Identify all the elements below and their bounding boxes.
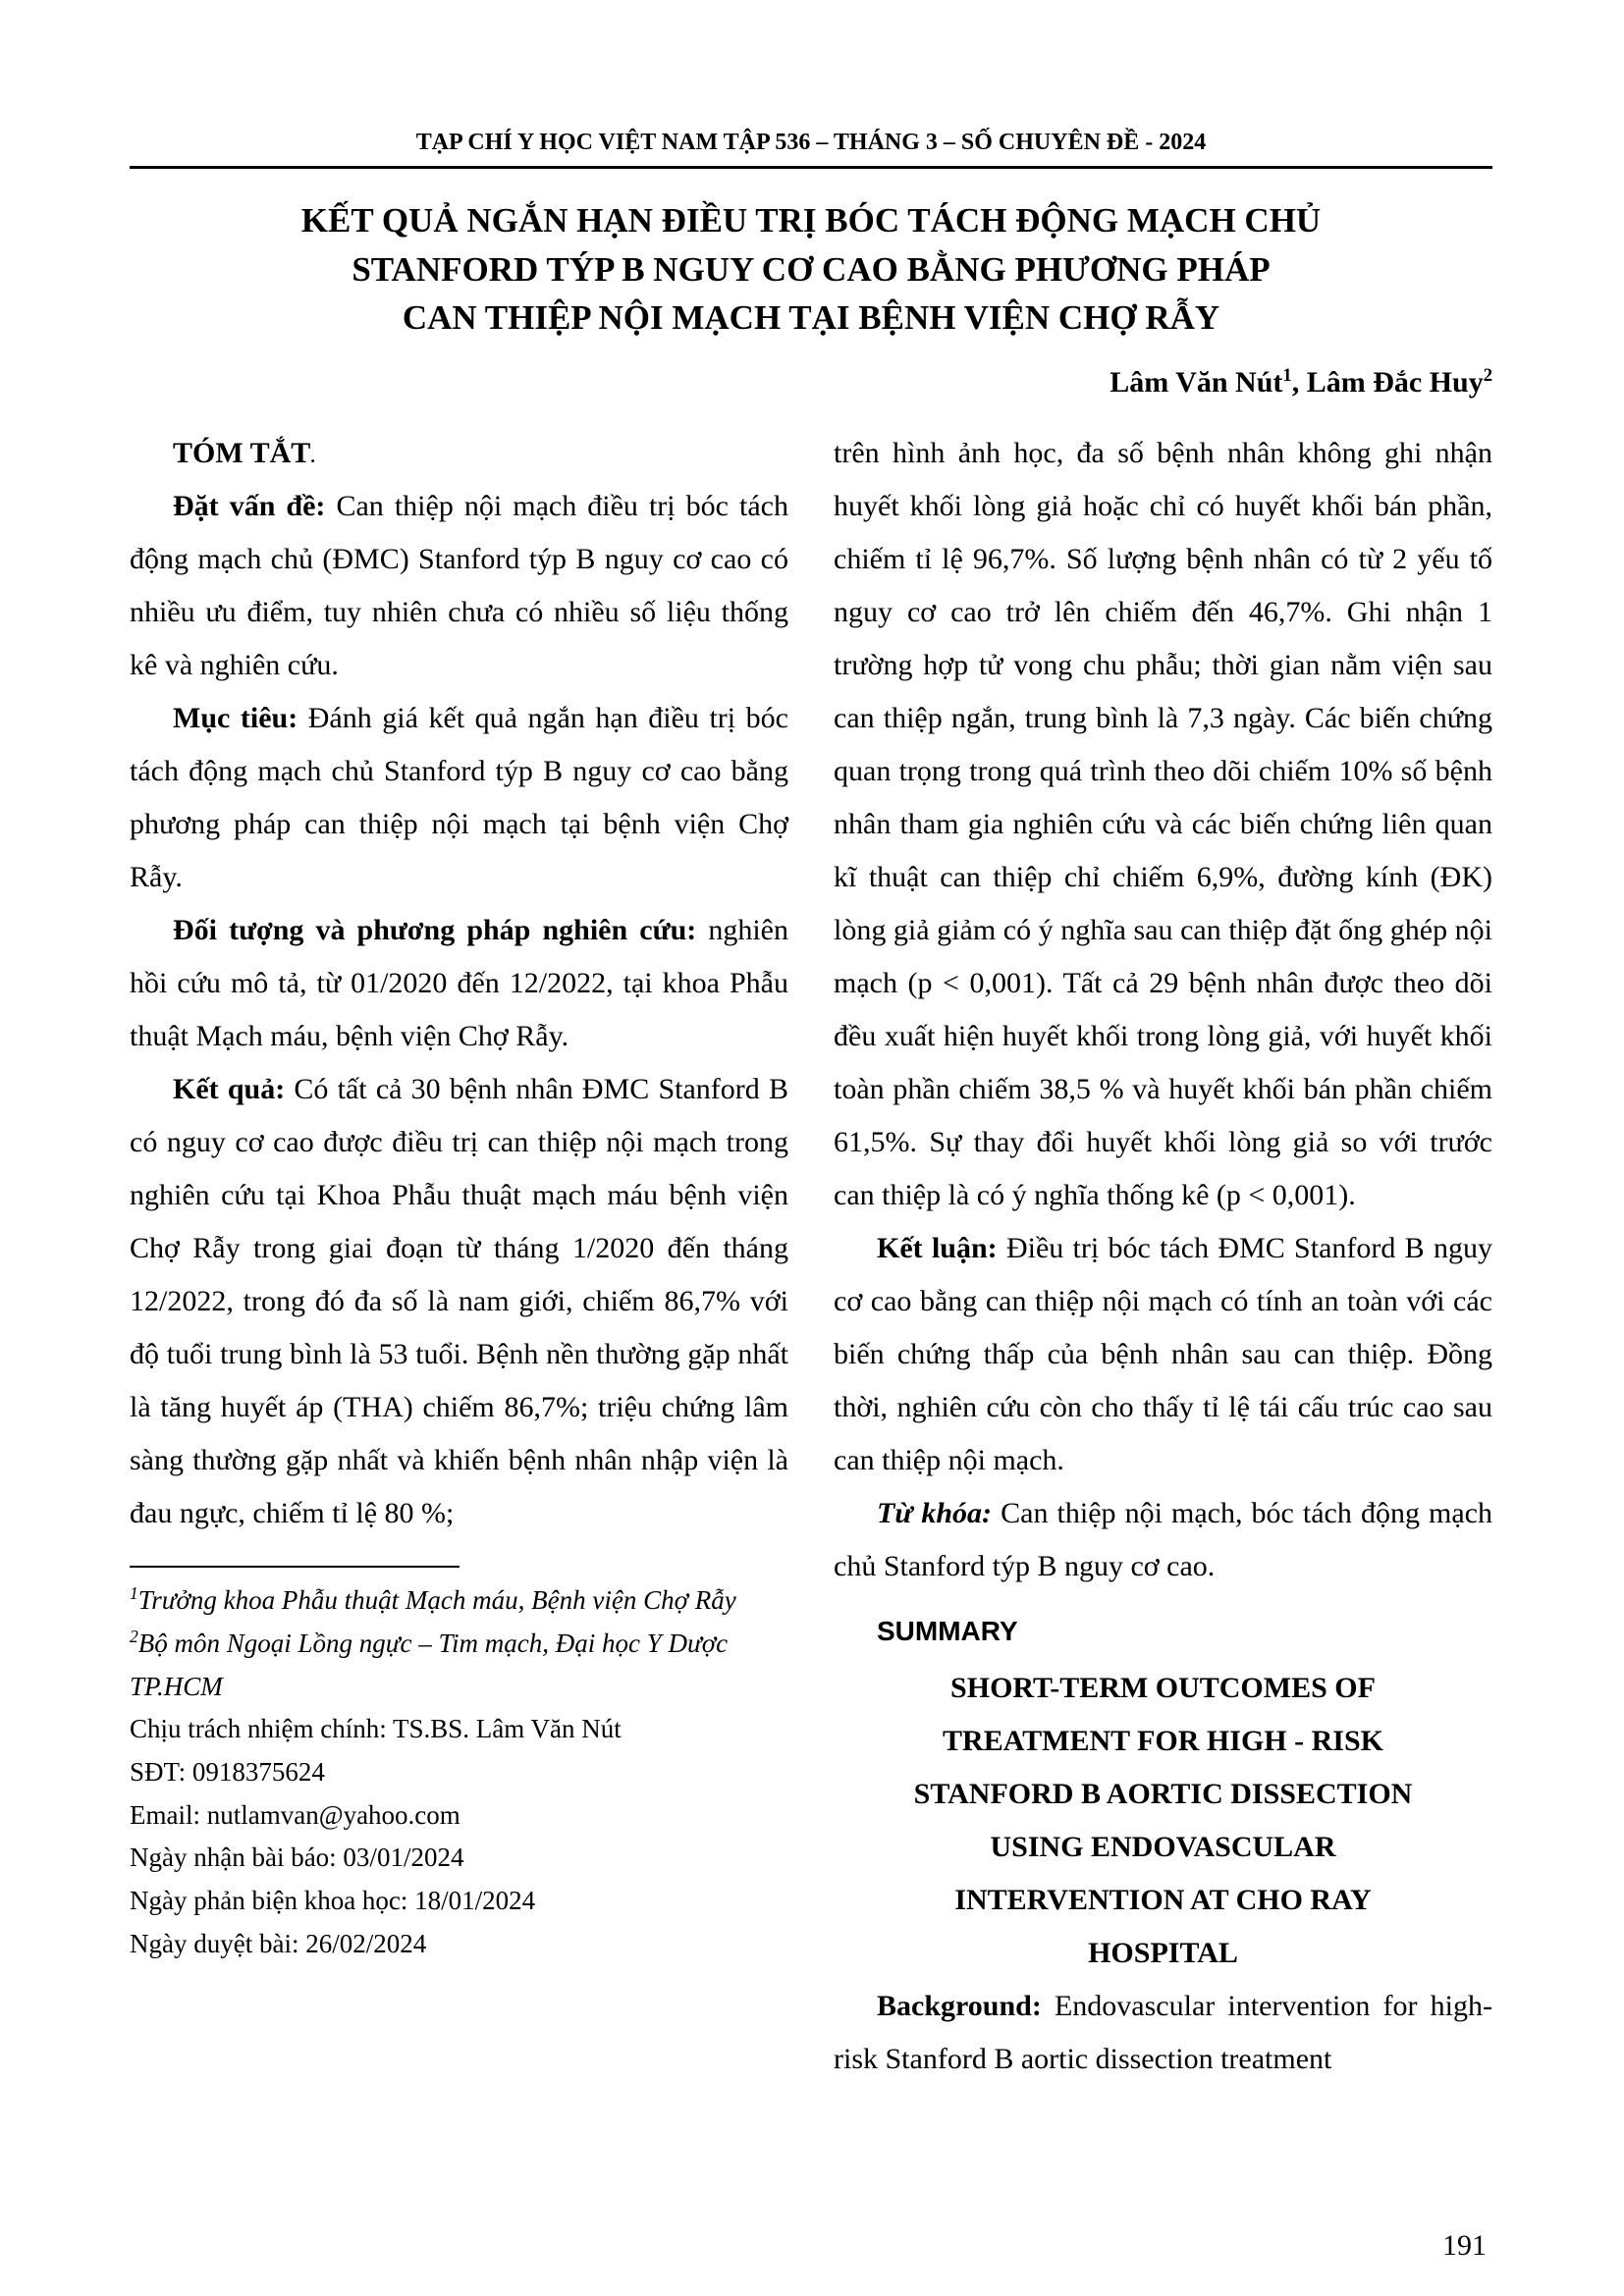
paragraph-label: Kết quả:: [173, 1073, 286, 1106]
author-name: , Lâm Đắc Huy: [1291, 366, 1484, 400]
affiliation-marker: 1: [130, 1583, 138, 1604]
footnote-block: [130, 1566, 788, 1966]
paragraph-text: Endovascular intervention for high-risk Stanford B aortic dissection treatment: [834, 1990, 1492, 2076]
english-title-line: TREATMENT FOR HIGH - RISK: [943, 1725, 1383, 1758]
paragraph-label: Background:: [877, 1990, 1042, 2023]
keywords-label: Từ khóa:: [877, 1497, 993, 1530]
author-name: Lâm Văn Nút: [1110, 366, 1283, 400]
paragraph-label: Đối tượng và phương pháp nghiên cứu:: [173, 914, 697, 947]
left-column: [130, 427, 788, 2086]
right-column: [834, 427, 1492, 2086]
english-title-line: STANFORD B AORTIC DISSECTION: [913, 1778, 1413, 1811]
abstract-heading-mark: .: [310, 447, 315, 467]
abstract-paragraph-conclusion: [834, 1222, 1492, 1487]
author-affiliation-marker: 1: [1282, 365, 1292, 387]
running-header: TẠP CHÍ Y HỌC VIỆT NAM TẬP 536 – THÁNG 3 – SỐ CHUYÊN ĐỀ - 2024: [415, 130, 1207, 155]
paragraph-label: Mục tiêu:: [173, 702, 298, 735]
paragraph-label: Đặt vấn đề:: [173, 490, 326, 523]
article-title-line: STANFORD TÝP B NGUY CƠ CAO BẰNG PHƯƠNG PHÁP: [352, 249, 1271, 289]
english-title-line: USING ENDOVASCULAR: [990, 1831, 1336, 1864]
summary-background-paragraph: [834, 1980, 1492, 2086]
footnote-divider: [130, 1566, 460, 1568]
abstract-heading-text: TÓM TẮT: [173, 437, 311, 470]
authors: [130, 362, 1492, 403]
abstract-paragraph-methods: [130, 904, 788, 1063]
paragraph-text: Có tất cả 30 bệnh nhân ĐMC Stanford B có nguy cơ cao được điều trị can thiệp nội mạch trong nghiên cứu tại Khoa Phẫu thuật mạch máu bệnh viện Chợ Rẫy trong giai đoạn từ tháng 1/2020 đến tháng 12/2022, trong đó đa số là nam giới, chiếm 86,7% với độ tuổi trung bình là 53 tuổi. Bệnh nền thường gặp nhất là tăng huyết áp (THA) chiếm 86,7%; triệu chứng lâm sàng thường gặp nhất và khiến bệnh nhân nhập viện là đau ngực, chiếm tỉ lệ 80 %;: [130, 1073, 789, 1530]
article-title: [130, 196, 1492, 343]
paragraph-text: Đánh giá kết quả ngắn hạn điều trị bóc tách động mạch chủ Stanford týp B nguy cơ cao bằng phương pháp can thiệp nội mạch tại bệnh viện Chợ Rẫy.: [130, 702, 788, 894]
affiliation-2: [130, 1623, 788, 1708]
keywords-paragraph: [834, 1487, 1492, 1593]
abstract-paragraph-objective: [130, 692, 788, 904]
abstract-results-continuation: trên hình ảnh học, đa số bệnh nhân không ghi nhận huyết khối lòng giả hoặc chỉ có huyết khối bán phần, chiếm tỉ lệ 96,7%. Số lượng bệnh nhân có từ 2 yếu tố nguy cơ cao trở lên chiếm đến 46,7%. Ghi nhận 1 trường hợp tử vong chu phẫu; thời gian nằm viện sau can thiệp ngắn, trung bình là 7,3 ngày. Các biến chứng quan trọng trong quá trình theo dõi chiếm 10% số bệnh nhân tham gia nghiên cứu và các biến chứng liên quan kĩ thuật can thiệp chỉ chiếm 6,9%, đường kính (ĐK) lòng giả giảm có ý nghĩa sau can thiệp đặt ống ghép nội mạch (p < 0,001). Tất cả 29 bệnh nhân được theo dõi đều xuất hiện huyết khối trong lòng giả, với huyết khối toàn phần chiếm 38,5 % và huyết khối bán phần chiếm 61,5%. Sự thay đổi huyết khối lòng giả so với trước can thiệp là có ý nghĩa thống kê (p < 0,001).: [834, 437, 1492, 1212]
accepted-date-line: Ngày duyệt bài: 26/02/2024: [130, 1928, 427, 1958]
corresponding-author-line: Chịu trách nhiệm chính: TS.BS. Lâm Văn Nút: [130, 1714, 622, 1744]
abstract-paragraph-background: [130, 480, 788, 692]
paragraph-text: Can thiệp nội mạch điều trị bóc tách động mạch chủ (ĐMC) Stanford týp B nguy cơ cao có nhiều ưu điểm, tuy nhiên chưa có nhiều số liệu thống kê và nghiên cứu.: [130, 490, 788, 682]
summary-heading: SUMMARY: [877, 1616, 1018, 1647]
affiliation-text: Bộ môn Ngoại Lồng ngực – Tim mạch, Đại học Y Dược TP.HCM: [130, 1628, 729, 1701]
english-title-line: HOSPITAL: [1088, 1937, 1238, 1970]
two-column-body: [130, 427, 1492, 2086]
keywords-text: Can thiệp nội mạch, bóc tách động mạch chủ Stanford týp B nguy cơ cao.: [834, 1497, 1492, 1583]
english-title-line: INTERVENTION AT CHO RAY: [954, 1884, 1372, 1917]
reviewed-date-line: Ngày phản biện khoa học: 18/01/2024: [130, 1886, 536, 1916]
english-title-line: SHORT-TERM OUTCOMES OF: [950, 1672, 1376, 1705]
email-line: Email: nutlamvan@yahoo.com: [130, 1799, 460, 1830]
phone-line: SĐT: 0918375624: [130, 1757, 325, 1787]
affiliation-marker: 2: [130, 1626, 138, 1646]
paragraph-text: Điều trị bóc tách ĐMC Stanford B nguy cơ cao bằng can thiệp nội mạch có tính an toàn với các biến chứng thấp của bệnh nhân sau can thiệp. Đồng thời, nghiên cứu còn cho thấy tỉ lệ tái cấu trúc cao sau can thiệp nội mạch.: [834, 1232, 1492, 1477]
affiliation-1: [130, 1579, 788, 1623]
paragraph-label: Kết luận:: [877, 1232, 998, 1265]
received-date-line: Ngày nhận bài báo: 03/01/2024: [130, 1842, 464, 1873]
article-title-line: CAN THIỆP NỘI MẠCH TẠI BỆNH VIỆN CHỢ RẪY: [402, 298, 1220, 338]
abstract-paragraph-results: [130, 1063, 788, 1540]
page-number: 191: [1442, 2229, 1487, 2262]
author-affiliation-marker: 2: [1483, 365, 1492, 387]
header-divider: [130, 166, 1492, 169]
english-title: [834, 1662, 1492, 1980]
paragraph-text: nghiên hồi cứu mô tả, từ 01/2020 đến 12/2022, tại khoa Phẫu thuật Mạch máu, bệnh viện Chợ Rẫy.: [130, 914, 788, 1053]
affiliation-text: Trưởng khoa Phẫu thuật Mạch máu, Bệnh viện Chợ Rẫy: [137, 1585, 736, 1616]
abstract-heading: [130, 427, 788, 480]
page-header: [130, 128, 1492, 169]
article-title-line: KẾT QUẢ NGẮN HẠN ĐIỀU TRỊ BÓC TÁCH ĐỘNG MẠCH CHỦ: [300, 201, 1322, 240]
